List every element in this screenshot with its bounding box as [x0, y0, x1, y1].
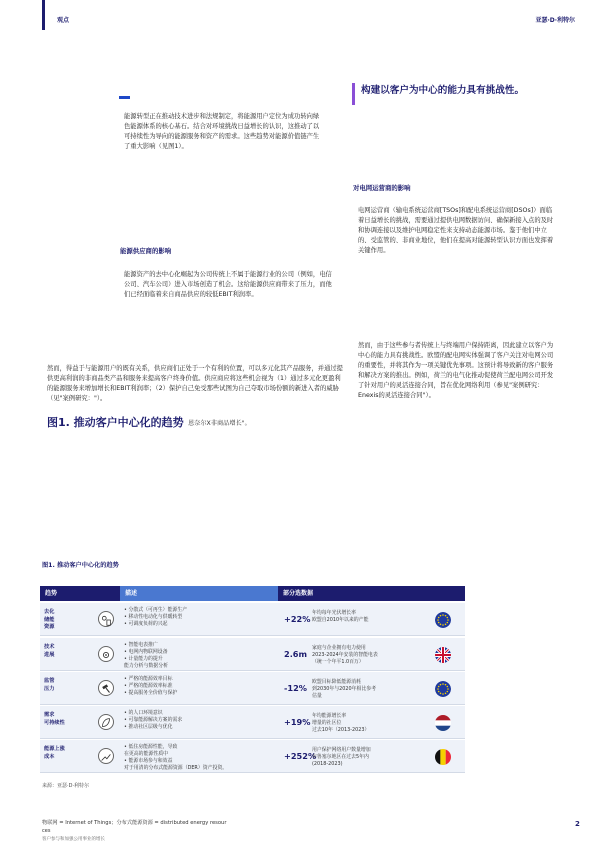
- eu-flag-icon: [435, 612, 451, 628]
- supply-heading: 能源供应商的影响: [120, 247, 172, 255]
- row-divider: [40, 772, 465, 773]
- stat-value: +252%: [284, 751, 317, 761]
- stat-value: +19%: [284, 717, 311, 727]
- trend-name: 技术 进展: [44, 644, 55, 658]
- supply-paragraph: 能源资产的去中心化崛起为公司传统上不属于能源行业的公司（例如，电信公司、汽车公司）进入市场创造了机会。这给能源供应商带来了压力，而他们已经面临着来自商品供应的较低EBIT利润率。: [124, 271, 332, 298]
- page-number: 2: [575, 820, 580, 828]
- trend-name: 监管 压力: [44, 678, 55, 692]
- row-divider: [40, 670, 465, 671]
- table-row: [40, 603, 465, 636]
- description-line: 对于用清的分布式能源资源（DER）资产投资。: [124, 765, 228, 771]
- description-line: • 严格的能源效率目标: [124, 676, 173, 682]
- accent-bar: [352, 83, 355, 105]
- grid-paragraph-2: 然而，由于这些参与者传统上与终端用户保持距离，因此建立以客户为中心的能力具有挑战性。欧盟的配电网实体强调了客户关注对电网公司的重要性，并将其作为一项关键优先事项。这预计将导致新的客户服务和解决方案的推出。例如，荷兰的电气化推动促使荷兰配电网公司开发了针对用户的灵活连接合同，旨在优化网络利用（参见"案例研究：Enexis的灵活连接合同"）。: [358, 342, 554, 399]
- stat-description: 家庭与企业拥有电力使用 2023-2024年安装的智能电表 （统一个年平1.0百万）: [312, 645, 378, 665]
- trend-description: [124, 642, 280, 670]
- stat-description: 年均能源增长率 增量的社区位 过去10年（2013-2023）: [312, 713, 370, 733]
- description-line: • 计量能力的提升: [124, 656, 163, 662]
- trend-name: 去化 储能 资源: [44, 609, 55, 630]
- brand-label: 亚瑟·D·利特尔: [535, 17, 575, 24]
- uk-flag-icon: [435, 647, 451, 663]
- description-line: • 严格的能源效率标准: [124, 683, 173, 689]
- table-row: [40, 740, 465, 773]
- header-bar: [42, 0, 45, 30]
- description-line: • 可靠能源解决方案的需求: [124, 717, 183, 723]
- description-line: • 智能电表推广: [124, 642, 158, 648]
- stat-description: 欧盟目标降低能源消耗 到2030年与2020年相比参考 估量: [312, 679, 377, 699]
- table-row: [40, 672, 465, 705]
- accent-dash: [119, 96, 130, 99]
- description-line: • 低住房能源性能，导致: [124, 744, 178, 750]
- footnote-line-3: 客户参与和加强公用事业的增长: [42, 837, 105, 842]
- description-line: • 可调度负荷的兴起: [124, 621, 168, 627]
- description-line: 在更高的能源性质中: [124, 751, 169, 757]
- leaf-icon: [98, 714, 114, 730]
- row-divider: [40, 738, 465, 739]
- footnote-line-2: ces: [42, 828, 51, 834]
- table-title: 图1. 推动客户中心化的趋势: [42, 562, 119, 569]
- intro-paragraph: 能源转型正在推动技术进步和法规制定，将能源用户定位为成功转向绿色能源体系的核心基石。结合对环境挑战日益增长的认识，这推动了以可持续性为导向的能源服务和资产的需求。这些趋势对能源价值链产生了重大影响（见图1）。: [124, 113, 320, 150]
- table-row: [40, 706, 465, 739]
- iot-gear-icon: [98, 646, 114, 662]
- header-data: 部分选数据: [278, 586, 465, 601]
- supply-paragraph-2: 然而，得益于与能源用户的既有关系，供应商们正处于一个有利的位置，可以多元化其产品服务，并通过提供更高利润的非商品类产品和服务来提高客户终身价值。供应商应将这些机会视为（1）通过多元化更盈利的能源服务来增加增长和EBIT利润率；（2）保护自己免受那些试图为自己夺取市场份额的新进入者的威胁（见"案例研究："）。: [47, 365, 343, 402]
- trend-name: 能源上涨 成本: [44, 746, 65, 760]
- description-line: 能力分析与数据分析: [124, 663, 169, 669]
- source-note: 来源：亚瑟·D·利特尔: [42, 783, 90, 789]
- header-description: 描述: [120, 586, 278, 601]
- grid-heading: 对电网运营商的影响: [353, 184, 411, 192]
- description-line: • 分散式（可再生）能源生产: [124, 607, 188, 613]
- row-divider: [40, 704, 465, 705]
- trend-description: [124, 744, 280, 772]
- rising-cost-icon: [98, 748, 114, 764]
- header-trend: 趋势: [40, 586, 120, 601]
- footnote-line: 物联网 = Internet of Things；分布式能源资源 = distributed energy resour: [42, 820, 227, 826]
- trend-description: [124, 710, 280, 731]
- description-line: • 移动性电动化与供暖转型: [124, 614, 183, 620]
- stat-description: 年均每年光伏增长率 欧盟自2010年以来的产能: [312, 610, 369, 623]
- figure-caption: 恩奈尔X非商品增长"。: [188, 420, 251, 427]
- description-line: • 提高服务全价值与保护: [124, 690, 178, 696]
- trend-name: 需求 可持续性: [44, 712, 65, 726]
- description-line: • 的人口环境意识: [124, 710, 163, 716]
- belgium-flag-icon: [435, 749, 451, 765]
- eu-flag-icon: [435, 681, 451, 697]
- table-row: [40, 638, 465, 671]
- stat-value: -12%: [284, 683, 307, 693]
- stat-value: 2.6m: [284, 649, 308, 659]
- description-line: • 能源市场参与和效益: [124, 758, 173, 764]
- gavel-icon: [98, 680, 114, 696]
- description-line: • 电网内物联网设备: [124, 649, 168, 655]
- row-divider: [40, 635, 465, 636]
- section-label: 观点: [57, 17, 70, 24]
- grid-paragraph: 电网运营商（输电系统运营商[TSOs]和配电系统运营商[DSOs]）面临着日益增长的挑战，需要通过提供电网数据访问、确保新接入点的及时和协调连接以及维护电网稳定性来支持动态能源市场。鉴于他们中立的、受监管的、非商业地位，他们在提高对能源转型认识方面也发挥着关键作用。: [358, 207, 554, 254]
- stat-description: 用户保护网络用户数量增加 布鲁塞尔地区在过去5年内 (2018-2023): [312, 747, 371, 767]
- description-line: • 推动社区层级与优化: [124, 724, 173, 730]
- pull-quote: 构建以客户为中心的能力具有挑战性。: [361, 85, 525, 96]
- trend-description: [124, 676, 280, 697]
- trend-description: [124, 607, 280, 628]
- netherlands-flag-icon: [435, 715, 451, 731]
- sun-battery-icon: [98, 611, 114, 627]
- stat-value: +22%: [284, 614, 311, 624]
- figure-title: 图1. 推动客户中心化的趋势: [47, 416, 184, 429]
